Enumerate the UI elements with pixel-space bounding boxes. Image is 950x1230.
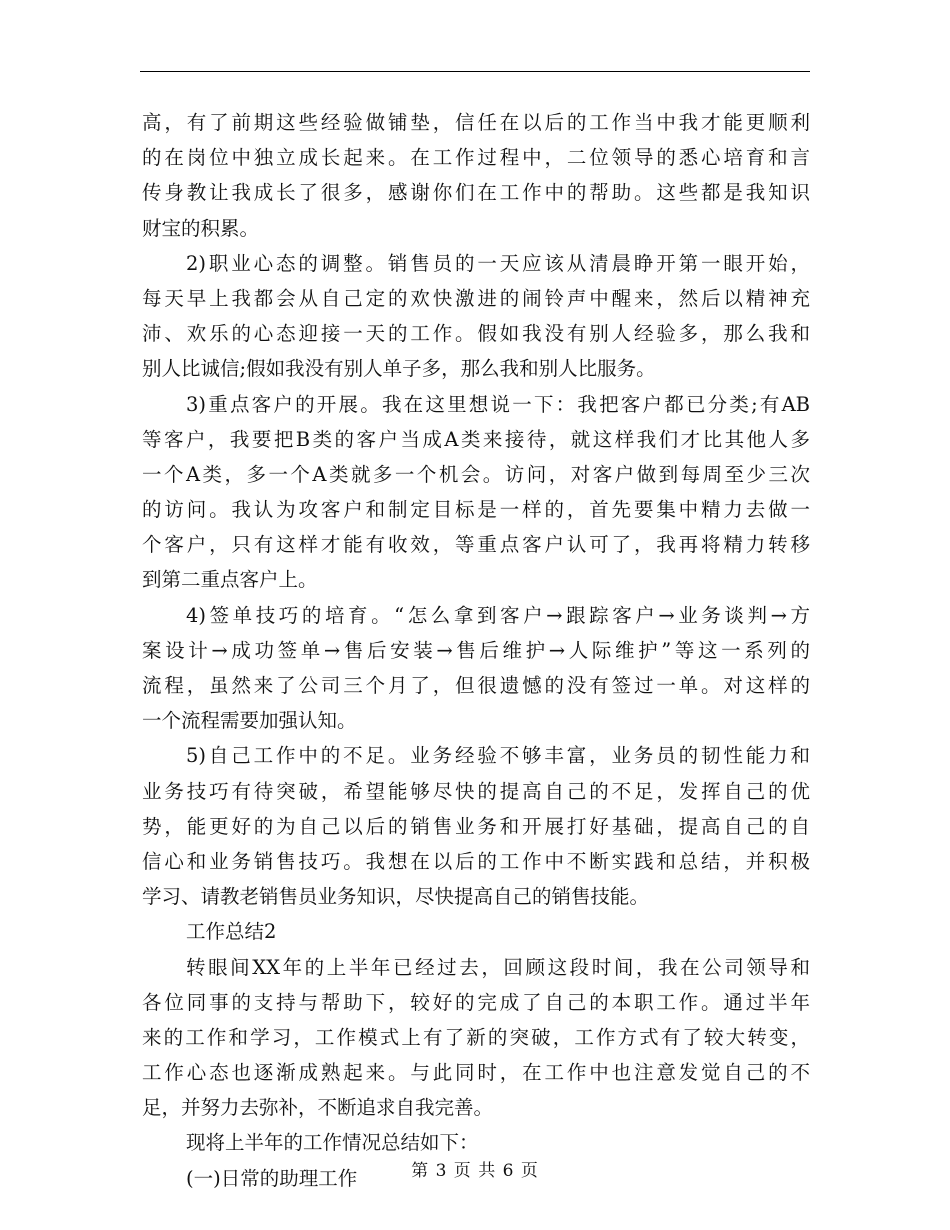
text-line: 工作总结2 bbox=[186, 920, 277, 944]
page-indicator: 第 3 页 共 6 页 bbox=[411, 1161, 539, 1181]
paragraph-signing-skills bbox=[142, 598, 810, 739]
text-line: (一)日常的助理工作 bbox=[186, 1166, 358, 1190]
text-line: 工作心态也逐渐成熟起来。与此同时，在工作中也注意发觉自己的不 bbox=[142, 1061, 810, 1085]
text-line: 业务技巧有待突破，希望能够尽快的提高自己的不足，发挥自己的优 bbox=[142, 779, 810, 803]
text-line: 流程，虽然来了公司三个月了，但很遗憾的没有签过一单。对这样的 bbox=[142, 674, 810, 697]
text-line: 3)重点客户的开展。我在这里想说一下：我把客户都已分类;有AB bbox=[186, 392, 810, 416]
paragraph-continued bbox=[142, 105, 810, 246]
text-line: 转眼间XX年的上半年已经过去，回顾这段时间，我在公司领导和 bbox=[186, 955, 810, 979]
header-rule bbox=[140, 71, 810, 72]
paragraph-shortcomings bbox=[142, 738, 810, 914]
text-line: 案设计→成功签单→售后安装→售后维护→人际维护”等这一系列的 bbox=[142, 638, 810, 662]
text-line: 一个A类，多一个A类就多一个机会。访问，对客户做到每周至少三次 bbox=[142, 462, 810, 486]
text-line: 传身教让我成长了很多，感谢你们在工作中的帮助。这些都是我知识 bbox=[142, 181, 810, 205]
text-line: 高，有了前期这些经验做铺垫，信任在以后的工作当中我才能更顺利 bbox=[142, 111, 810, 134]
section-heading-summary-2 bbox=[142, 914, 810, 949]
text-line: 别人比诚信;假如我没有别人单子多，那么我和别人比服务。 bbox=[142, 357, 656, 381]
text-line: 的访问。我认为攻客户和制定目标是一样的，首先要集中精力去做一 bbox=[142, 498, 810, 522]
text-line: 5)自己工作中的不足。业务经验不够丰富，业务员的韧性能力和 bbox=[186, 744, 810, 768]
text-line: 财宝的积累。 bbox=[142, 216, 260, 240]
text-line: 现将上半年的工作情况总结如下： bbox=[186, 1131, 479, 1155]
text-line: 来的工作和学习，工作模式上有了新的突破，工作方式有了较大转变， bbox=[142, 1025, 810, 1049]
paragraph-career-mindset bbox=[142, 246, 810, 387]
document-body bbox=[142, 105, 810, 1196]
text-line: 信心和业务销售技巧。我想在以后的工作中不断实践和总结，并积极 bbox=[142, 849, 810, 873]
paragraph-key-clients bbox=[142, 387, 810, 598]
text-line: 各位同事的支持与帮助下，较好的完成了自己的本职工作。通过半年 bbox=[142, 990, 810, 1014]
text-line: 等客户，我要把B类的客户当成A类来接待，就这样我们才比其他人多 bbox=[142, 427, 810, 451]
text-line: 个客户，只有这样才能有收效，等重点客户认可了，我再将精力转移 bbox=[142, 533, 810, 557]
text-line: 沛、欢乐的心态迎接一天的工作。假如我没有别人经验多，那么我和 bbox=[142, 322, 810, 346]
text-line: 足，并努力去弥补，不断追求自我完善。 bbox=[142, 1096, 494, 1120]
text-line: 到第二重点客户上。 bbox=[142, 568, 318, 592]
paragraph-half-year-review bbox=[142, 950, 810, 1126]
text-line: 学习、请教老销售员业务知识，尽快提高自己的销售技能。 bbox=[142, 885, 650, 909]
text-line: 的在岗位中独立成长起来。在工作过程中，二位领导的悉心培育和言 bbox=[142, 146, 810, 170]
text-line: 一个流程需要加强认知。 bbox=[142, 709, 357, 733]
text-line: 势，能更好的为自己以后的销售业务和开展打好基础，提高自己的自 bbox=[142, 814, 810, 838]
text-line: 每天早上我都会从自己定的欢快激进的闹铃声中醒来，然后以精神充 bbox=[142, 286, 810, 310]
text-line: 2)职业心态的调整。销售员的一天应该从清晨睁开第一眼开始， bbox=[186, 251, 810, 275]
text-line: 4)签单技巧的培育。“怎么拿到客户→跟踪客户→业务谈判→方 bbox=[186, 603, 810, 627]
